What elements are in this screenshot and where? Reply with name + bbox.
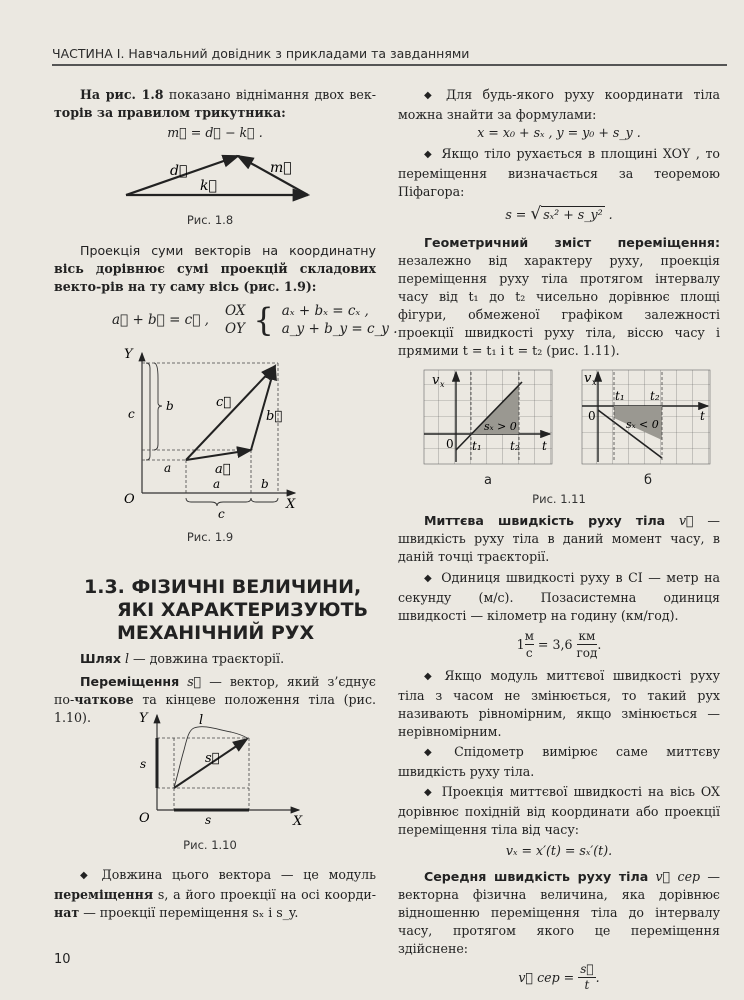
figure-1-8 — [120, 150, 320, 210]
equals-value: = 3,6 — [533, 636, 577, 652]
brace: { — [253, 301, 274, 339]
numerator: км — [577, 628, 598, 645]
section-title-line: ЯКІ ХАРАКТЕРИЗУЮТЬ — [117, 599, 369, 621]
formula-left: s = — [505, 207, 527, 222]
text: — швидкість руху тіла в даний момент часу, в даній точці траєкторії. — [398, 513, 720, 564]
caption-1-8: Рис. 1.8 — [186, 213, 234, 227]
symbol: v⃗ — [665, 513, 694, 528]
text: — векторна фізична величина, яка дорівнює відношенню переміщення тіла до інтервалу часу, протягом якого це переміщення здійснене: — [398, 869, 721, 956]
label-sx: s — [205, 813, 212, 827]
formula-end: . — [604, 207, 613, 222]
caption-1-10: Рис. 1.10 — [183, 838, 237, 852]
label-sy: s — [140, 757, 147, 771]
label-area-b: sₓ < 0 — [626, 418, 659, 431]
formula-y: a_y + b_y = c_y . — [281, 321, 398, 337]
symbol: l — [125, 651, 130, 666]
bold-text: чаткове — [74, 692, 134, 707]
bold-ref: На рис. 1.8 — [80, 87, 164, 102]
label-O: O — [139, 811, 150, 826]
page-number: 10 — [54, 952, 71, 967]
bold-text: переміщення — [54, 887, 154, 902]
label-t: t — [700, 409, 705, 423]
definition-average-velocity — [398, 868, 720, 958]
definition-path — [54, 650, 376, 668]
text: — довжина траєкторії. — [129, 651, 285, 666]
formula-left: v⃗ сер = — [518, 969, 575, 985]
label-l: l — [199, 713, 204, 728]
subfigure-label-b: б — [644, 473, 653, 488]
section-heading — [84, 576, 368, 645]
denominator: год — [576, 646, 598, 660]
label-k: k⃗ — [200, 178, 217, 194]
caption-1-11: Рис. 1.11 — [532, 492, 586, 506]
formula-derivative: vₓ = x′(t) = sₓ′(t). — [505, 843, 613, 858]
bold-ref: (рис. 1.9): — [239, 279, 317, 294]
label-t1: t₁ — [615, 389, 625, 403]
text: Довжина цього вектора — це модуль — [101, 867, 376, 882]
formula-pythagoras: s = √ sₓ² + s_y² . — [505, 204, 613, 224]
text: та кінцеве положення тіла (рис. 1.10). — [54, 692, 376, 725]
paragraph-displacement-modulus — [54, 866, 376, 922]
numerator: s⃗ — [580, 962, 594, 976]
formula-average-velocity — [398, 962, 720, 993]
label-m: m⃗ — [270, 160, 292, 176]
label-ay: a — [164, 461, 172, 475]
text: показано віднімання двох век- — [163, 87, 377, 102]
label-ax: a — [213, 477, 221, 491]
label-area-a: sₓ > 0 — [484, 420, 517, 433]
number-one: 1 — [516, 636, 525, 652]
label-zero: 0 — [588, 409, 596, 423]
text: s, а його проекції на осі коорди- — [153, 887, 376, 902]
paragraph-si-unit: ◆ Одиниця швидкості руху в СІ — метр на секунду (м/с). Позасистемна одиниця швидкості — кілометр на годину (км/год). — [398, 569, 720, 625]
axis-ox: OX — [224, 303, 246, 319]
formula-sum-system — [112, 302, 398, 338]
label-s: s⃗ — [205, 751, 220, 766]
term: Переміщення — [80, 674, 180, 689]
figure-1-10 — [135, 710, 310, 828]
label-t2: t₂ — [650, 389, 660, 403]
label-d: d⃗ — [170, 163, 188, 179]
figure-1-11-block — [398, 368, 720, 508]
formula-coordinates: x = x₀ + sₓ , y = y₀ + s_y . — [477, 125, 641, 140]
label-zero: 0 — [446, 437, 454, 451]
label-O: O — [124, 492, 135, 507]
radicand: sₓ² + s_y² — [543, 207, 603, 222]
paragraph-projection-sum — [54, 242, 376, 296]
label-b: b⃗ — [266, 409, 283, 424]
paragraph-geometric-meaning — [398, 234, 720, 360]
caption-1-9: Рис. 1.9 — [186, 530, 234, 544]
bold-text: вісь дорівнює сумі проекцій складових векто-рів на ту саму вісь — [54, 261, 376, 294]
label-cy: c — [128, 407, 135, 421]
right-column — [398, 86, 720, 993]
formula-units — [398, 628, 720, 664]
term: Середня швидкість руху тіла — [424, 869, 649, 884]
label-sub: x — [592, 378, 597, 387]
paragraph-speedometer: ◆ Спідометр вимірює саме миттєву швидкість руху тіла. — [398, 743, 720, 781]
label-t: t — [542, 439, 547, 453]
label-Y: Y — [124, 348, 133, 362]
bold-text: торів за правилом трикутника: — [54, 105, 286, 120]
denominator: с — [525, 646, 533, 660]
left-column — [54, 86, 376, 142]
term: Миттєва швидкість руху тіла — [424, 513, 666, 528]
label-by: b — [166, 399, 174, 413]
denominator: t — [584, 978, 590, 992]
vector-a — [186, 450, 251, 460]
symbol: v⃗ сер — [648, 869, 701, 884]
label-c: c⃗ — [216, 395, 232, 410]
paragraph-uniform-motion: ◆ Якщо модуль миттєвої швидкості руху тіла з часом не змінюється, то такий рух називають рівномірним, якщо змінюється — нерівномірним. — [398, 667, 720, 741]
label-a: a⃗ — [215, 462, 231, 477]
term: Геометричний зміст переміщення: — [424, 235, 720, 250]
formula-m: m⃗ = d⃗ − k⃗ . — [167, 125, 263, 140]
text: — вектор, який з’єднує по- — [54, 674, 376, 707]
formula-vector-sum: a⃗ + b⃗ = c⃗ , — [112, 312, 209, 328]
figure-1-9 — [120, 348, 305, 523]
text: Проекція суми векторів на координатну — [80, 243, 376, 258]
bold-text: нат — [54, 905, 80, 920]
term: Шлях — [80, 651, 121, 666]
label-bx: b — [261, 477, 269, 491]
section-title-line: ФІЗИЧНІ ВЕЛИЧИНИ, — [131, 576, 362, 598]
paragraph-pythagoras: ◆ Якщо тіло рухається в площині XOY , то переміщення визначається за теоремою Піфагора: — [398, 145, 720, 201]
graph-b — [582, 370, 710, 464]
section-number: 1.3. — [84, 576, 125, 598]
label-vx: v — [584, 371, 592, 386]
label-X: X — [293, 814, 303, 828]
label-X: X — [286, 497, 296, 512]
label-cx: c — [218, 507, 225, 521]
label-t2: t₂ — [510, 439, 520, 453]
definition-instant-velocity — [398, 512, 720, 566]
paragraph-coordinates: ◆ Для будь-якого руху координати тіла можна знайти за формулами: — [398, 86, 720, 124]
subfigure-label-a: а — [484, 473, 492, 488]
axis-oy: OY — [224, 321, 245, 337]
label-Y: Y — [139, 711, 148, 726]
paragraph-vector-subtraction — [54, 86, 376, 122]
graph-a — [424, 370, 552, 464]
label-vx: v — [432, 373, 440, 388]
header-rule — [52, 64, 727, 66]
text: — проекції переміщення sₓ і s_y. — [79, 905, 299, 920]
symbol: s⃗ — [187, 674, 202, 689]
paragraph-derivative: ◆ Проекція миттєвої швидкості на вісь OX дорівнює похідній від координати або проекції переміщення тіла від часу: — [398, 783, 720, 839]
formula-x: aₓ + bₓ = cₓ , — [281, 303, 369, 319]
label-t1: t₁ — [472, 439, 482, 453]
section-title-line: МЕХАНІЧНИЙ РУХ — [117, 622, 315, 644]
figure-1-11 — [422, 368, 712, 468]
label-sub: x — [440, 380, 445, 389]
text: незалежно від характеру руху, проекція переміщення руху тіла протягом інтервалу часу від t₁ до t₂ чисельно дорівнює площі фігури, обмеженої графіком залежності проекції швидкості руху тіла, віссю часу і прямими t = t₁ і t = t₂ (рис. 1.11). — [398, 253, 720, 358]
formula-end: . — [595, 969, 600, 985]
numerator: м — [524, 629, 534, 643]
formula-end: . — [597, 636, 602, 652]
running-header: ЧАСТИНА І. Навчальний довідник з прикладами та завданнями — [52, 46, 470, 61]
